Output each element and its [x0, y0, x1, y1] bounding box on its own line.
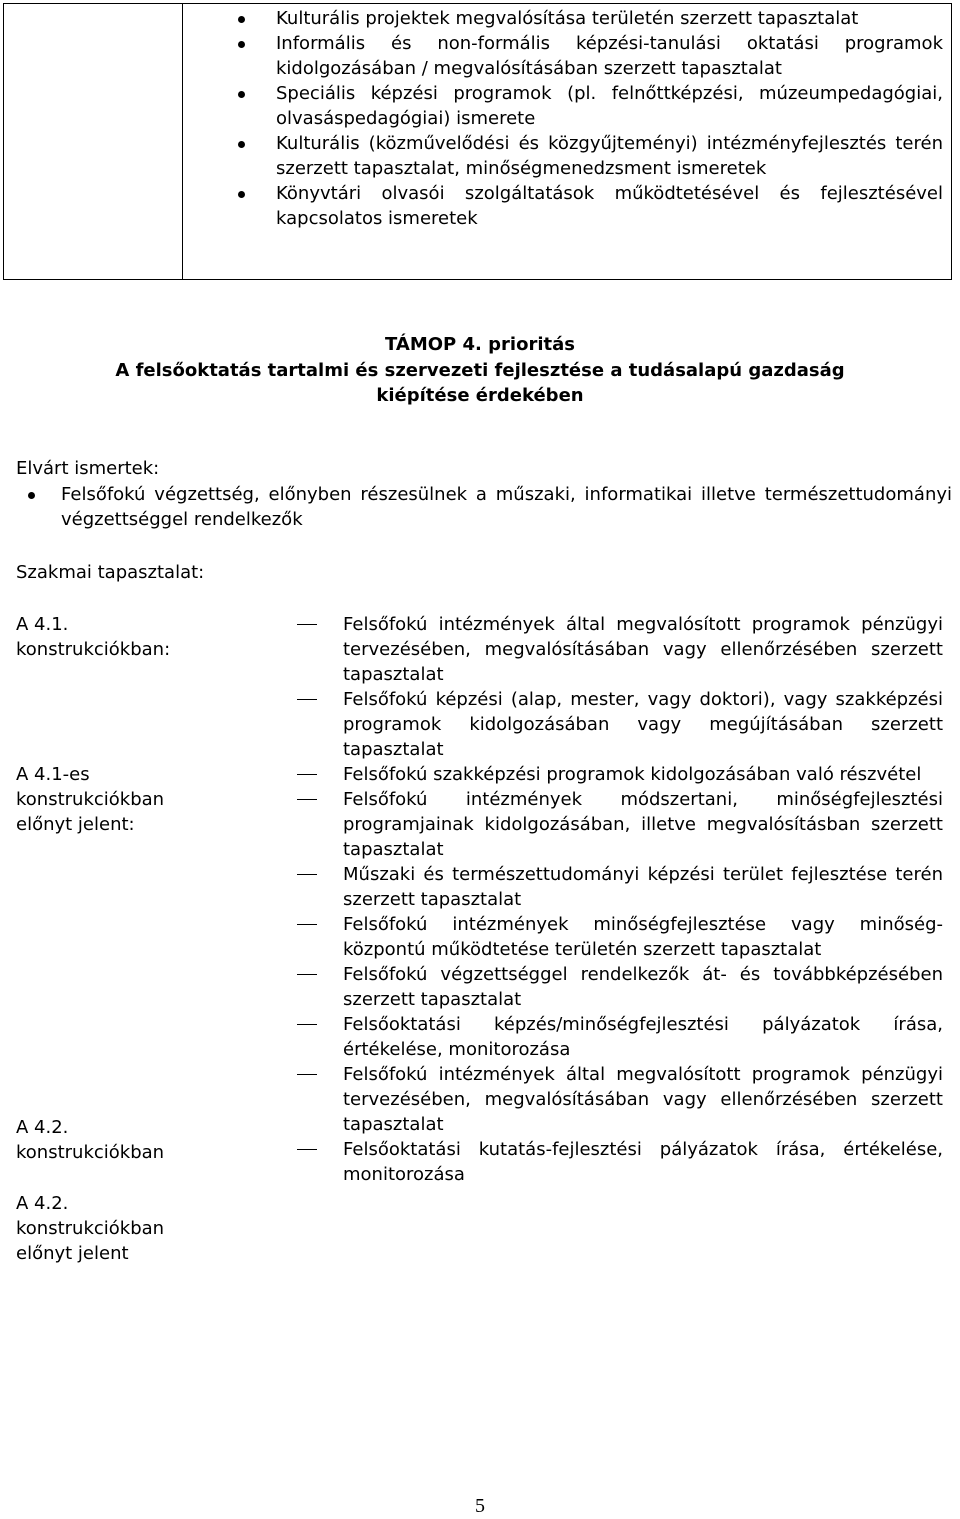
dash-icon — [297, 774, 317, 775]
list-item: Felsőoktatási képzés/minőségfejlesztési pályázatok írása, értékelése, monitorozása — [343, 1012, 943, 1062]
list-item: Felsőfokú képzési (alap, mester, vagy doktori), vagy szakképzési programok kidolgozásában vagy megújításában szerzett tapasztalat — [343, 687, 943, 762]
priority-subtitle-line1: A felsőoktatás tartalmi és szervezeti fejlesztése a tudásalapú gazdaság — [115, 360, 845, 381]
bullet-icon — [238, 41, 245, 48]
bullet-icon — [28, 492, 35, 499]
list-item: Kulturális projektek megvalósítása területén szerzett tapasztalat — [276, 6, 943, 31]
construction-label: A 4.1. konstrukciókban: — [16, 614, 171, 660]
dash-icon — [297, 874, 317, 875]
dash-icon — [297, 1024, 317, 1025]
bullet-icon — [238, 91, 245, 98]
table-column-divider — [182, 4, 183, 279]
list-item: Felsőfokú végzettség, előnyben részesülnek a műszaki, informatikai illetve természettudományi végzettséggel rendelkezők — [61, 482, 952, 532]
page-number: 5 — [475, 1495, 485, 1517]
list-item: Felsőfokú intézmények által megvalósított programok pénzügyi tervezésében, megvalósításában vagy ellenőrzésében szerzett tapasztalat — [343, 612, 943, 687]
construction-label: A 4.2. konstrukciókban — [16, 1117, 165, 1163]
experience-list — [343, 612, 943, 1187]
top-table-list — [276, 6, 943, 231]
priority-subtitle-line2: kiépítése érdekében — [376, 385, 584, 406]
list-item: Felsőfokú intézmények által megvalósított programok pénzügyi tervezésében, megvalósításában vagy ellenőrzésében szerzett tapasztalat — [343, 1062, 943, 1137]
list-item: Könyvtári olvasói szolgáltatások működtetésével és fejlesztésével kapcsolatos ismeretek — [276, 181, 943, 231]
list-item: Kulturális (közművelődési és közgyűjteményi) intézményfejlesztés terén szerzett tapasztalat, minőségmenedzsment ismeretek — [276, 131, 943, 181]
list-item: Felsőfokú szakképzési programok kidolgozásában való részvétel — [343, 762, 943, 787]
list-item: Felsőfokú intézmények módszertani, minőségfejlesztési programjainak kidolgozásában, illetve megvalósításban szerzett tapasztalat — [343, 787, 943, 862]
dash-icon — [297, 1149, 317, 1150]
list-item: Felsőfokú intézmények minőségfejlesztése vagy minőség-központú működtetése területén szerzett tapasztalat — [343, 912, 943, 962]
dash-icon — [297, 699, 317, 700]
list-item: Felsőoktatási kutatás-fejlesztési pályázatok írása, értékelése, monitorozása — [343, 1137, 943, 1187]
expected-list — [61, 482, 952, 532]
dash-icon — [297, 1074, 317, 1075]
construction-label: A 4.1-es konstrukciókban előnyt jelent: — [16, 764, 165, 835]
experience-heading: Szakmai tapasztalat: — [16, 562, 205, 583]
bullet-icon — [238, 191, 245, 198]
construction-label: A 4.2. konstrukciókban előnyt jelent — [16, 1193, 165, 1264]
bullet-icon — [238, 141, 245, 148]
list-item: Informális és non-formális képzési-tanulási oktatási programok kidolgozásában / megvalósításában szerzett tapasztalat — [276, 31, 943, 81]
list-item: Műszaki és természettudományi képzési terület fejlesztése terén szerzett tapasztalat — [343, 862, 943, 912]
expected-heading: Elvárt ismertek: — [16, 458, 160, 479]
dash-icon — [297, 924, 317, 925]
dash-icon — [297, 974, 317, 975]
list-item: Felsőfokú végzettséggel rendelkezők át- és továbbképzésében szerzett tapasztalat — [343, 962, 943, 1012]
dash-icon — [297, 624, 317, 625]
bullet-icon — [238, 16, 245, 23]
list-item: Speciális képzési programok (pl. felnőttképzési, múzeumpedagógiai, olvasáspedagógiai) ismerete — [276, 81, 943, 131]
dash-icon — [297, 799, 317, 800]
priority-title: TÁMOP 4. prioritás — [385, 334, 575, 355]
